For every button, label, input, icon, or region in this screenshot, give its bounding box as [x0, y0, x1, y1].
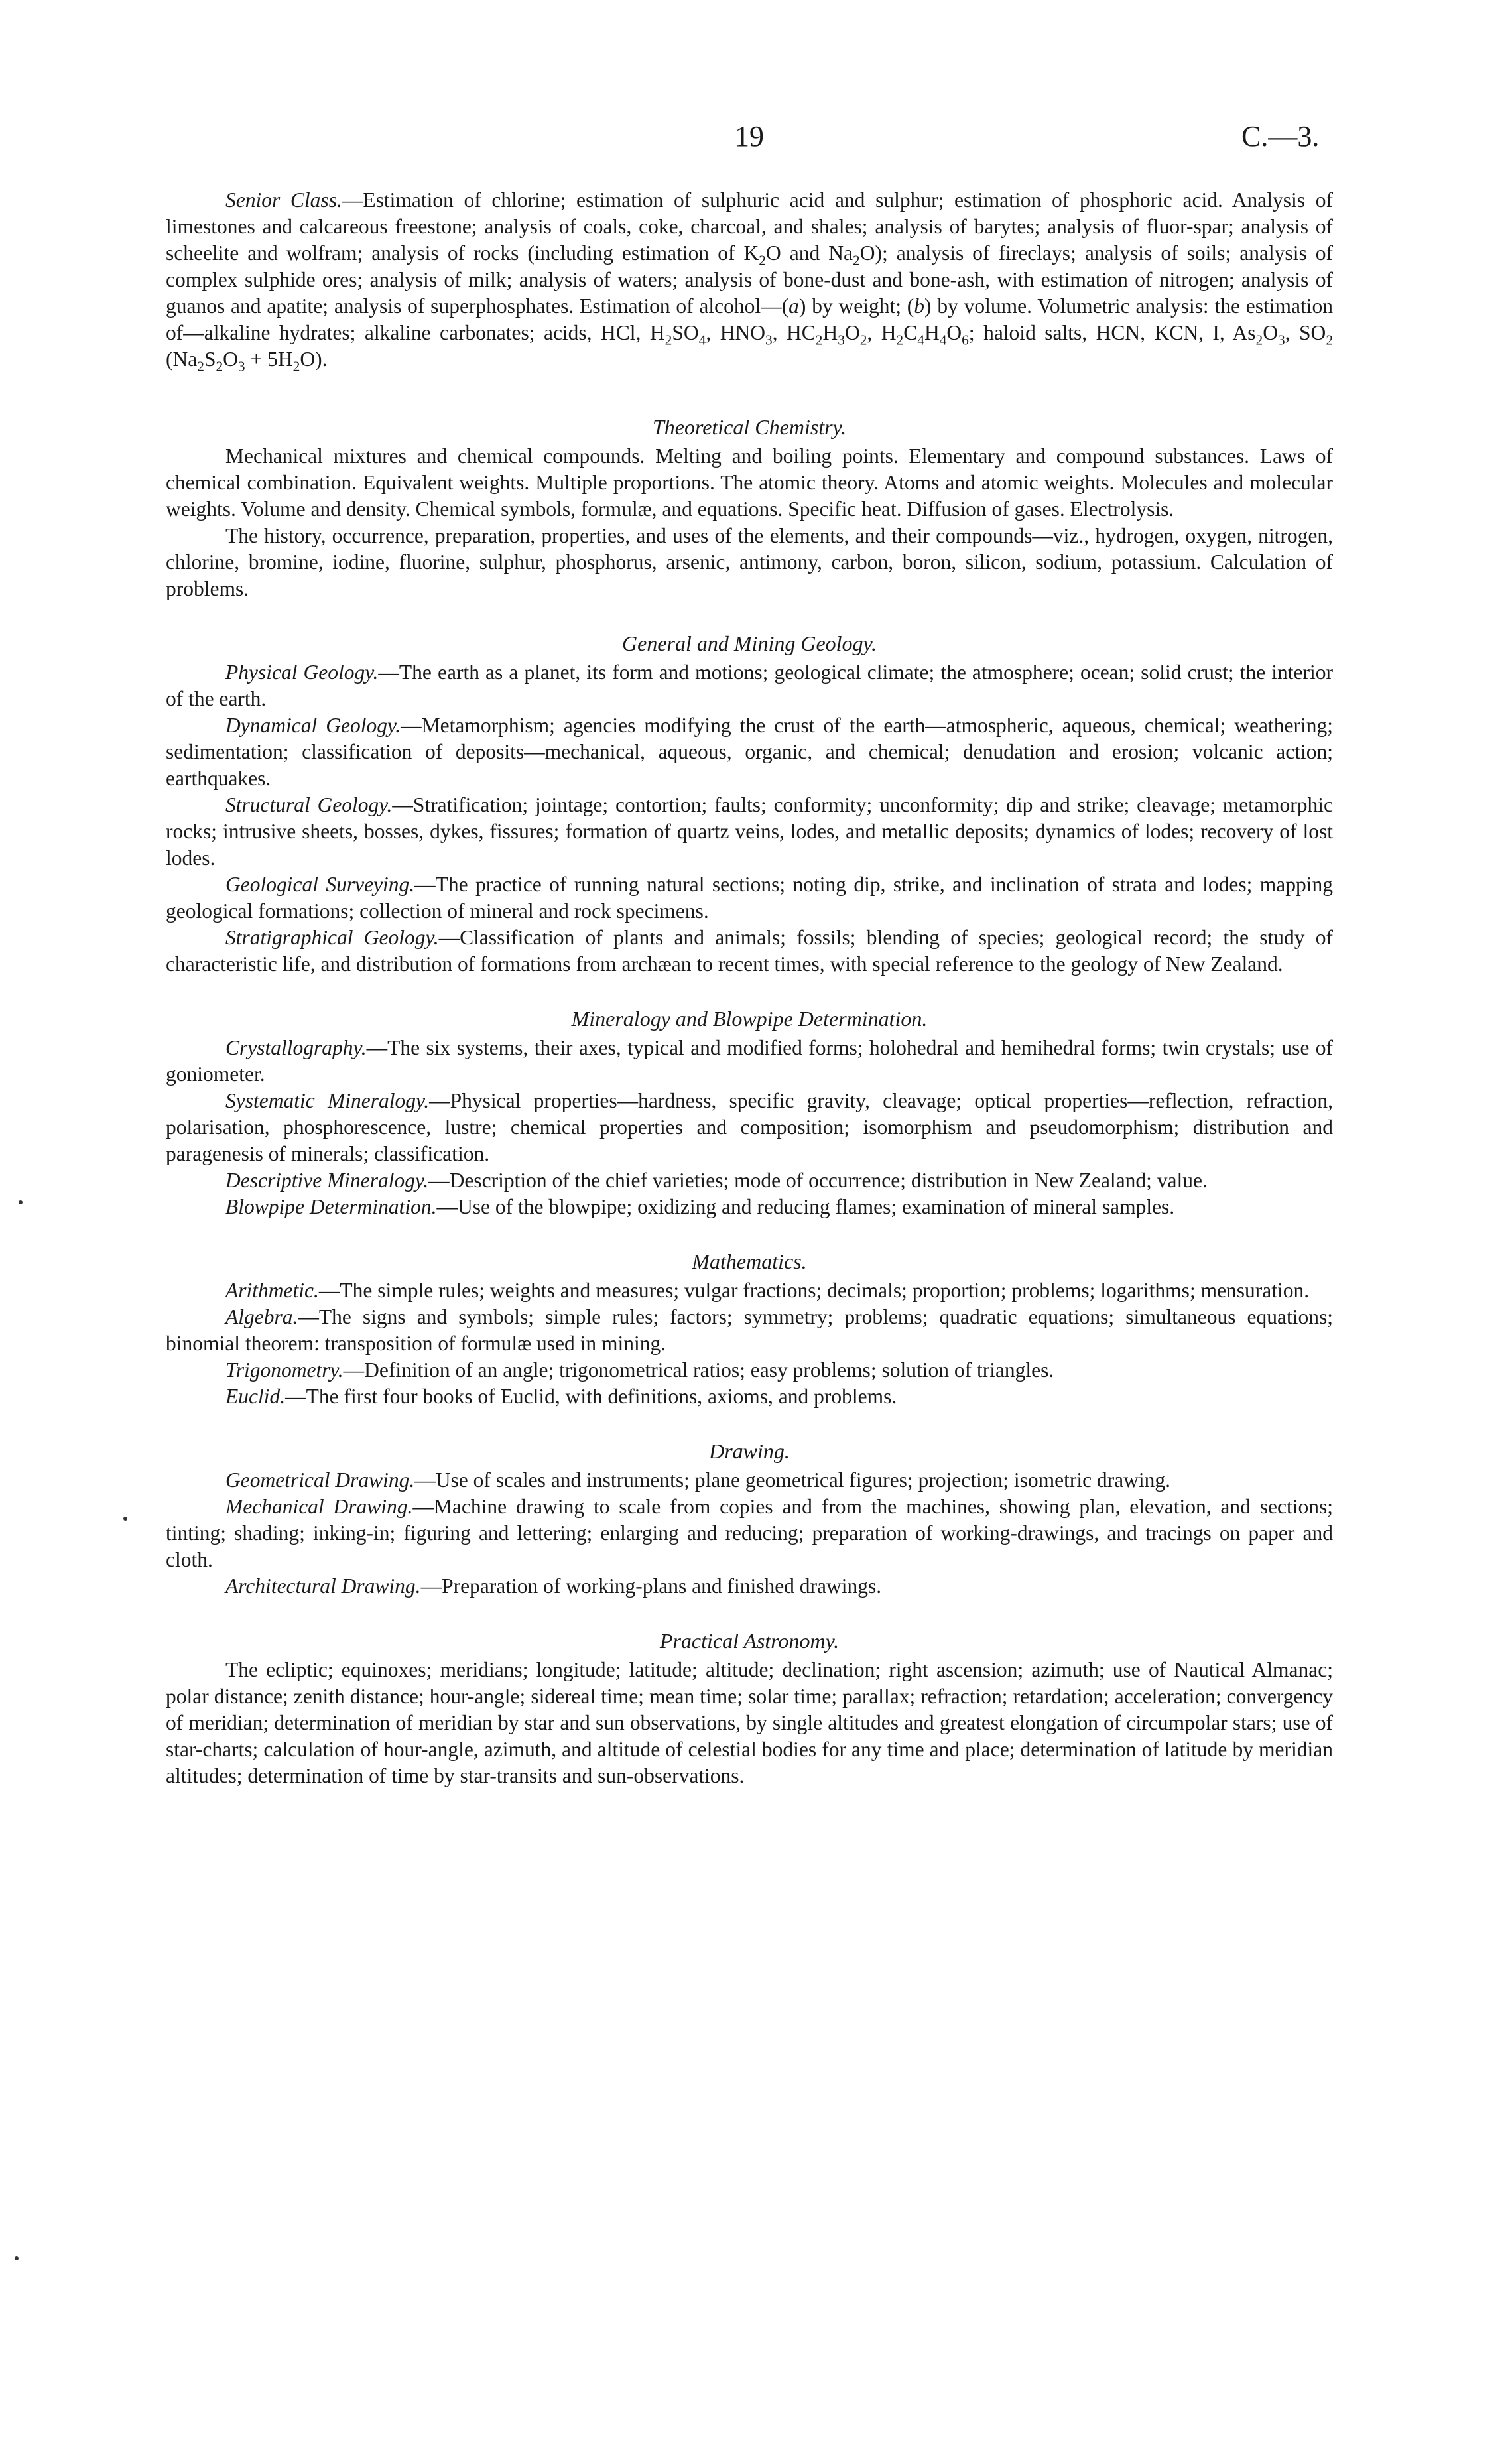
section-heading: Practical Astronomy.	[659, 1629, 840, 1653]
paragraph-text: —Use of the blowpipe; oxidizing and reducing flames; examination of mineral samples.	[436, 1195, 1175, 1218]
paragraph-lead: Euclid.	[225, 1385, 286, 1408]
paragraph	[166, 187, 1333, 373]
section-heading: Drawing.	[709, 1439, 790, 1463]
paragraph-text: The ecliptic; equinoxes; meridians; longitude; latitude; altitude; declination; right ascension; azimuth; use of Nautical Almanac; polar distance; zenith distance; hour-angle; sidereal time; mean time; solar time; parallax; refraction; retardation; acceleration; convergency of meridian; determination of meridian by star and sun observations, by single altitudes and greatest elongation of circumpolar stars; use of star-charts; calculation of hour-angle, azimuth, and altitude of celestial bodies for any time and place; determination of latitude by meridian altitudes; determination of time by star-transits and sun-observations.	[166, 1658, 1333, 1787]
paragraph	[166, 1573, 1333, 1600]
paragraph-lead: Algebra.	[225, 1305, 298, 1328]
document-reference: C.—3.	[1241, 120, 1320, 153]
paragraph-text: —The first four books of Euclid, with definitions, axioms, and problems.	[285, 1385, 897, 1408]
paragraph-lead: Descriptive Mineralogy.	[225, 1169, 429, 1192]
paragraph	[166, 792, 1333, 871]
paragraph	[166, 1657, 1333, 1789]
margin-mark	[15, 2256, 19, 2260]
paragraph-text: —The six systems, their axes, typical and modified forms; holohedral and hemihedral forms; twin crystals; use of goniometer.	[166, 1036, 1333, 1086]
margin-mark	[123, 1517, 127, 1521]
paragraph-text: —Preparation of working-plans and finished drawings.	[420, 1575, 882, 1598]
paragraph-text: Mechanical mixtures and chemical compounds. Melting and boiling points. Elementary and compound substances. Laws of chemical combination. Equivalent weights. Multiple proportions. The atomic theory. Atoms and atomic weights. Molecules and molecular weights. Volume and density. Chemical symbols, formulæ, and equations. Specific heat. Diffusion of gases. Electrolysis.	[166, 444, 1333, 521]
paragraph-lead: Senior Class.	[225, 188, 342, 212]
paragraph	[166, 659, 1333, 712]
paragraph-lead: Architectural Drawing.	[225, 1575, 421, 1598]
paragraph-text: —The signs and symbols; simple rules; factors; symmetry; problems; quadratic equations; simultaneous equations; binomial theorem: transposition of formulæ used in mining.	[166, 1305, 1333, 1355]
paragraph-text: —Use of scales and instruments; plane geometrical figures; projection; isometric drawing.	[414, 1468, 1171, 1492]
paragraph	[166, 871, 1333, 925]
paragraph	[166, 1088, 1333, 1167]
paragraph	[166, 1383, 1333, 1410]
paragraph-text: —The simple rules; weights and measures; vulgar fractions; decimals; proportion; problems; logarithms; mensuration.	[318, 1279, 1310, 1302]
paragraph	[166, 1304, 1333, 1357]
paragraph	[166, 1277, 1333, 1304]
paragraph	[166, 1194, 1333, 1220]
paragraph-text: —Estimation of chlorine; estimation of sulphuric acid and sulphur; estimation of phosphoric acid. Analysis of limestones and calcareous freestone; analysis of coals, coke, charcoal, and shales; analysis of barytes; analysis of fluor-spar; analysis of scheelite and wolfram; analysis of rocks (including estimation of $K_2O$ and $Na_2O$); analysis of fireclays; analysis of soils; analysis of complex sulphide ores; analysis of milk; analysis of waters; analysis of bone-dust and bone-ash, with estimation of nitrogen; analysis of guanos and apatite; analysis of superphosphates. Estimation of alcohol—(a) by weight; (b) by volume. Volumetric analysis: the estimation of—alkaline hydrates; alkaline carbonates; acids, HCl, $H_2SO_4$, $HNO_3$, $HC_2H_3O_2$, $H_2C_4H_4O_6$; haloid salts, HCN, KCN, I, $As_2O_3$, $SO_2$ $(Na_2S_2O_3 + 5H_2O)$.	[166, 188, 1334, 375]
paragraph-text: —Physical properties—hardness, specific gravity, cleavage; optical properties—reflection, refraction, polarisation, phosphorescence, lustre; chemical properties and composition; isomorphism and pseudomorphism; distribution and paragenesis of minerals; classification.	[166, 1089, 1334, 1165]
margin-mark	[19, 1200, 23, 1204]
section-heading: Mathematics.	[692, 1250, 807, 1273]
paragraph-lead: Stratigraphical Geology.	[225, 926, 439, 949]
paragraph-lead: Blowpipe Determination.	[225, 1195, 437, 1218]
paragraph-text: —Classification of plants and animals; fossils; blending of species; geological record; the study of characteristic life, and distribution of formations from archæan to recent times, with special reference to the geology of New Zealand.	[166, 926, 1334, 976]
paragraph-lead: Crystallography.	[225, 1036, 367, 1059]
paragraph-text: —The earth as a planet, its form and motions; geological climate; the atmosphere; ocean; solid crust; the interior of the earth.	[166, 661, 1333, 710]
paragraph	[166, 1494, 1333, 1573]
document-body	[166, 187, 1333, 1789]
paragraph	[166, 1357, 1333, 1383]
section-heading: Theoretical Chemistry.	[652, 415, 847, 439]
page-number: 19	[735, 120, 764, 153]
paragraph-text: —Description of the chief varieties; mode of occurrence; distribution in New Zealand; value.	[428, 1169, 1208, 1192]
paragraph	[166, 523, 1333, 602]
paragraph	[166, 1167, 1333, 1194]
paragraph-text: —Definition of an angle; trigonometrical ratios; easy problems; solution of triangles.	[343, 1358, 1054, 1382]
paragraph-text: —Stratification; jointage; contortion; faults; conformity; unconformity; dip and strike; cleavage; metamorphic rocks; intrusive sheets, bosses, dykes, fissures; formation of quartz veins, lodes, and metallic deposits; dynamics of lodes; recovery of lost lodes.	[166, 793, 1333, 869]
paragraph-lead: Arithmetic.	[225, 1279, 319, 1302]
paragraph	[166, 1467, 1333, 1494]
paragraph	[166, 443, 1333, 523]
paragraph	[166, 925, 1333, 978]
paragraph-lead: Geometrical Drawing.	[225, 1468, 415, 1492]
paragraph-text: —The practice of running natural sections; noting dip, strike, and inclination of strata and lodes; mapping geological formations; collection of mineral and rock specimens.	[166, 873, 1333, 923]
paragraph-lead: Dynamical Geology.	[225, 714, 401, 737]
paragraph-text: —Machine drawing to scale from copies and from the machines, showing plan, elevation, and sections; tinting; shading; inking-in; figuring and lettering; enlarging and reducing; preparation of working-drawings, and tracings on paper and cloth.	[166, 1495, 1333, 1571]
section-heading: Mineralogy and Blowpipe Determination.	[571, 1007, 928, 1031]
paragraph-text: —Metamorphism; agencies modifying the crust of the earth—atmospheric, aqueous, chemical; weathering; sedimentation; classification of deposits—mechanical, aqueous, organic, and chemical; denudation and erosion; volcanic action; earthquakes.	[166, 714, 1333, 790]
paragraph-lead: Trigonometry.	[225, 1358, 344, 1382]
paragraph	[166, 1035, 1333, 1088]
paragraph-lead: Geological Surveying.	[225, 873, 415, 896]
paragraph-text: The history, occurrence, preparation, properties, and uses of the elements, and their compounds—viz., hydrogen, oxygen, nitrogen, chlorine, bromine, iodine, fluorine, sulphur, phosphorus, arsenic, antimony, carbon, boron, silicon, sodium, potassium. Calculation of problems.	[166, 524, 1333, 600]
paragraph-lead: Structural Geology.	[225, 793, 393, 816]
section-heading: General and Mining Geology.	[622, 631, 877, 655]
paragraph-lead: Mechanical Drawing.	[225, 1495, 413, 1518]
paragraph-lead: Systematic Mineralogy.	[225, 1089, 430, 1112]
paragraph	[166, 712, 1333, 792]
paragraph-lead: Physical Geology.	[225, 661, 379, 684]
